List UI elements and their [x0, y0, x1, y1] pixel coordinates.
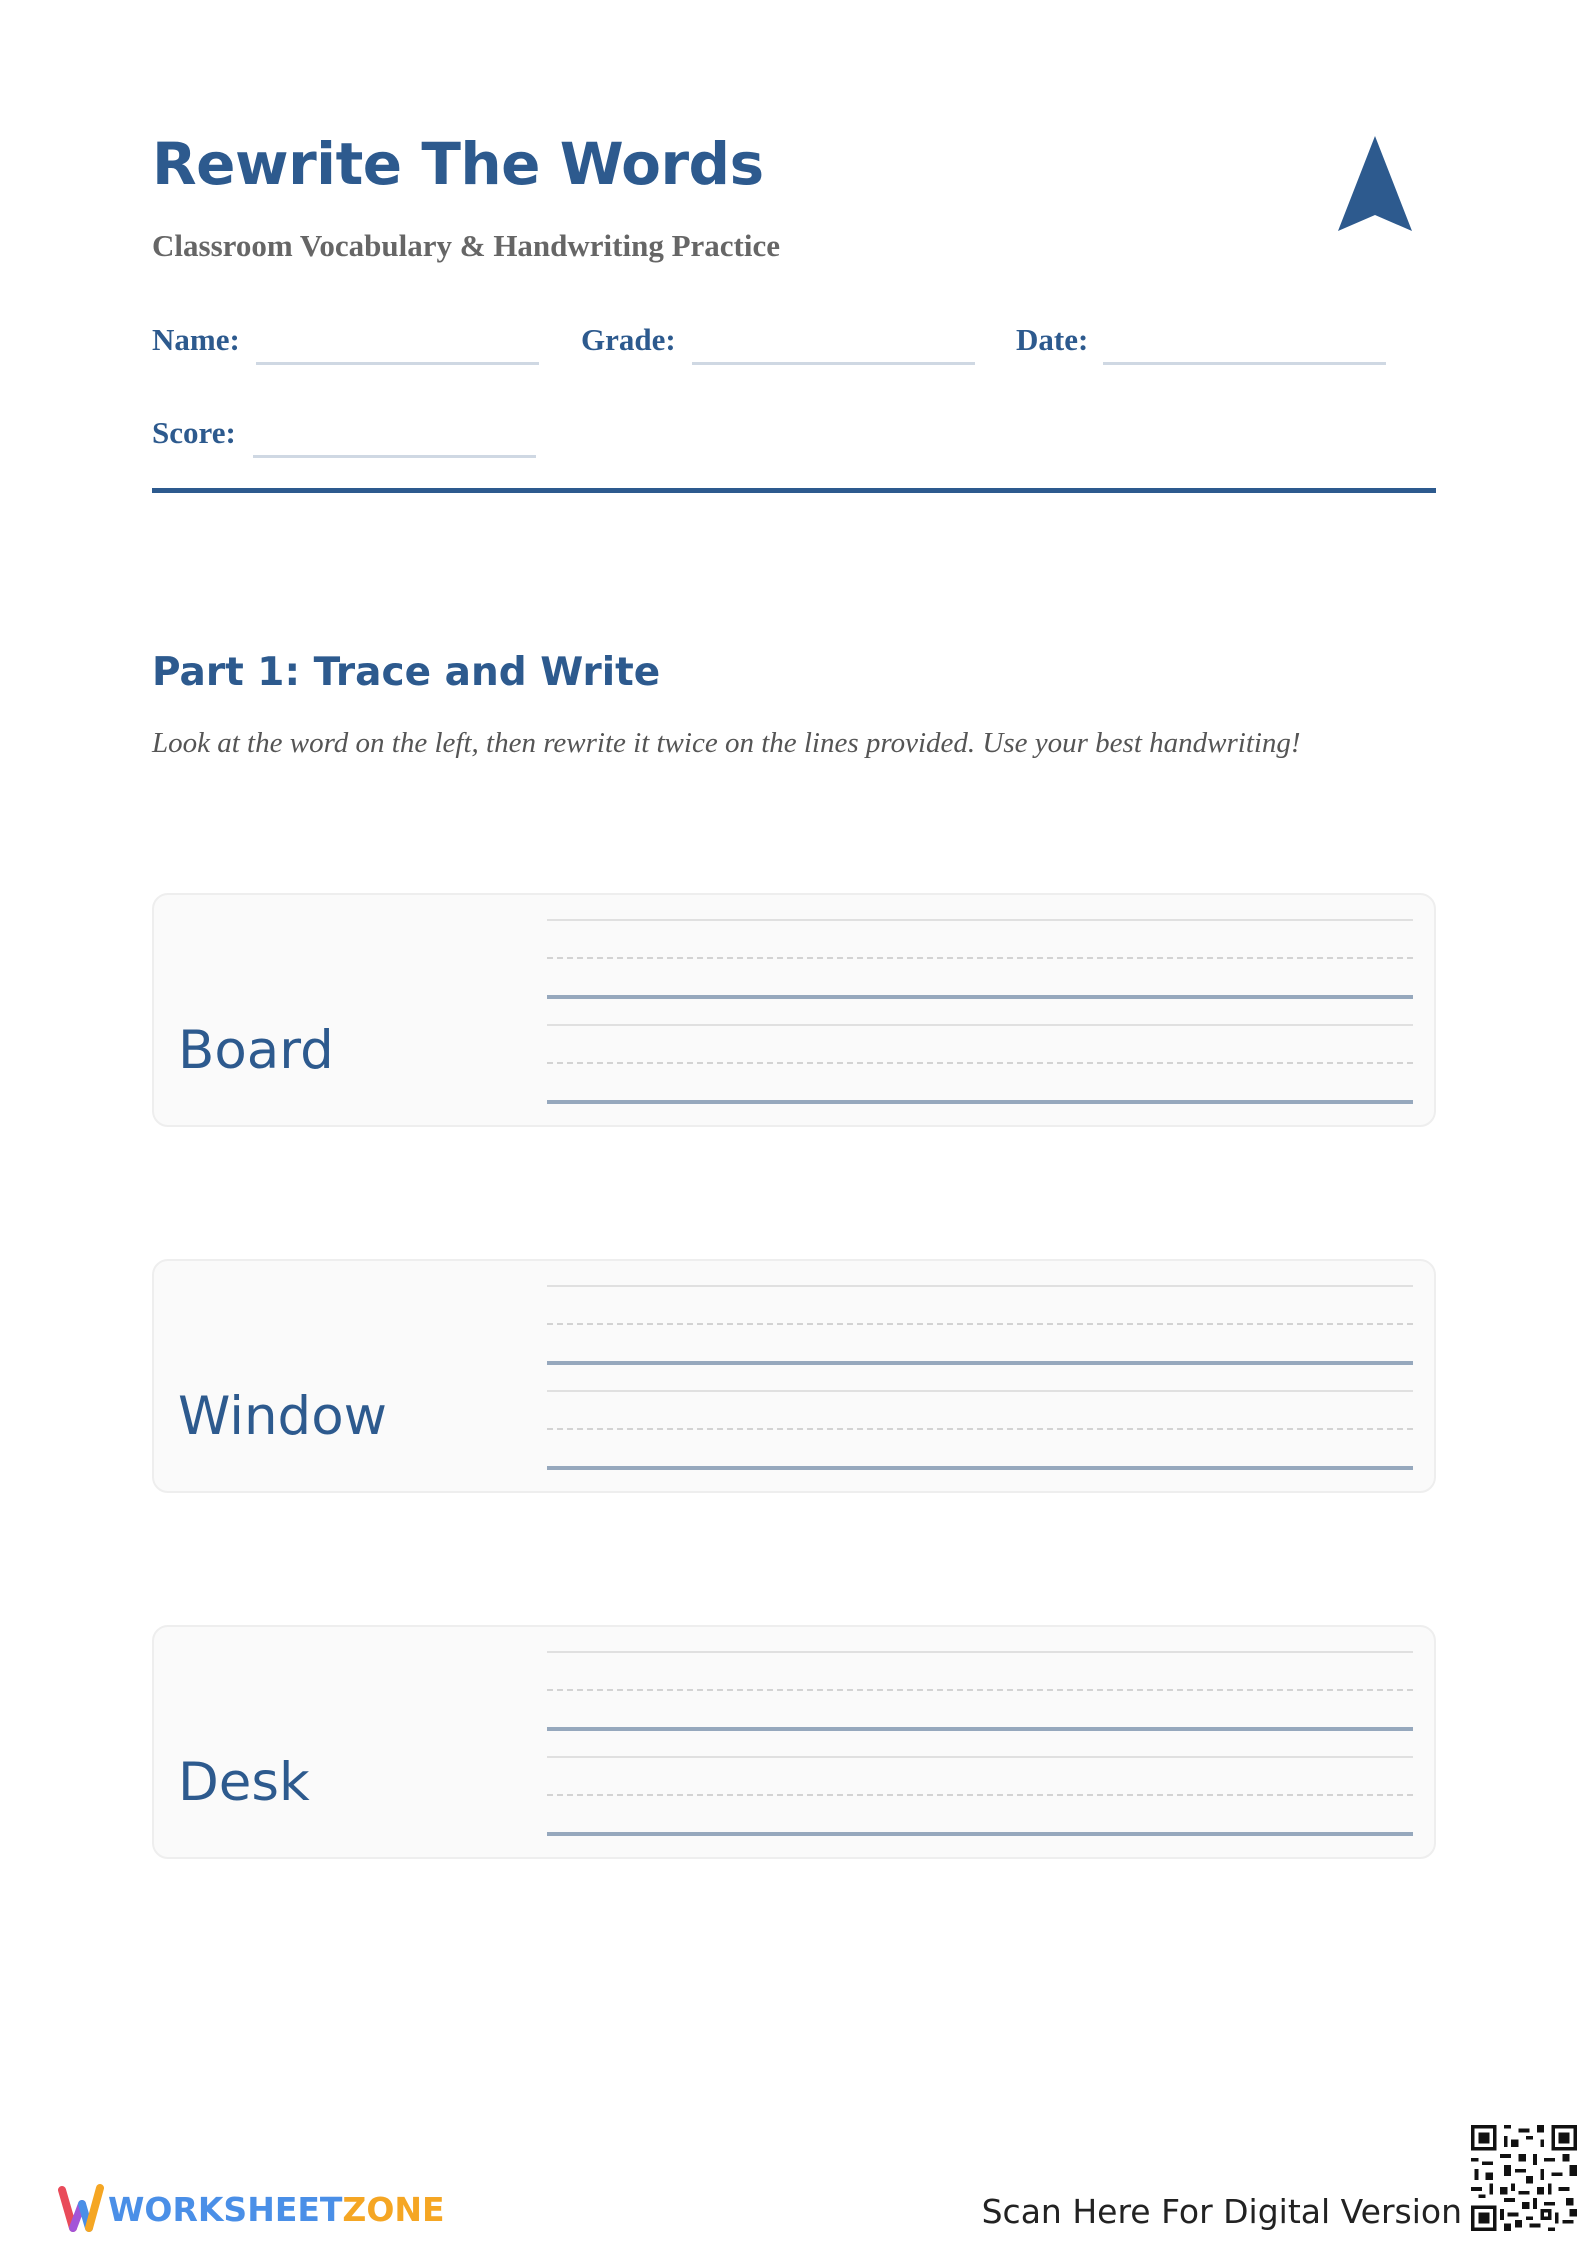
grade-input-line[interactable]: [692, 362, 975, 365]
writing-line-mid: [547, 1323, 1413, 1325]
writing-line-top: [547, 919, 1413, 921]
page-subtitle: Classroom Vocabulary & Handwriting Practice: [152, 228, 781, 263]
date-label: Date:: [1016, 322, 1089, 357]
word-card-board: [152, 893, 1436, 1127]
qr-code-icon[interactable]: [1471, 2125, 1577, 2231]
part1-instructions: Look at the word on the left, then rewrite it twice on the lines provided. Use your best handwriting!: [152, 727, 1301, 759]
writing-line-base[interactable]: [547, 1100, 1413, 1104]
worksheetzone-logo-icon: [58, 2182, 104, 2234]
writing-line-mid: [547, 1428, 1413, 1430]
page-title: Rewrite The Words: [152, 130, 764, 198]
brand-name-part2: ZONE: [342, 2190, 445, 2229]
writing-line-mid: [547, 1689, 1413, 1691]
writing-line-mid: [547, 1794, 1413, 1796]
writing-line-mid: [547, 1062, 1413, 1064]
word-card-desk: [152, 1625, 1436, 1859]
brand-name: [108, 2190, 445, 2229]
writing-line-top: [547, 1024, 1413, 1026]
word-label: Board: [178, 1020, 334, 1081]
scan-caption: Scan Here For Digital Version: [981, 2192, 1462, 2231]
grade-label: Grade:: [581, 322, 676, 357]
navigation-arrow-icon: [1335, 133, 1415, 233]
header-divider: [152, 488, 1436, 493]
writing-line-base[interactable]: [547, 1727, 1413, 1731]
writing-line-top: [547, 1651, 1413, 1653]
score-label: Score:: [152, 415, 236, 450]
score-input-line[interactable]: [253, 455, 536, 458]
name-input-line[interactable]: [256, 362, 539, 365]
writing-line-base[interactable]: [547, 1361, 1413, 1365]
writing-line-top: [547, 1285, 1413, 1287]
part1-title: Part 1: Trace and Write: [152, 650, 661, 695]
name-label: Name:: [152, 322, 240, 357]
writing-line-top: [547, 1756, 1413, 1758]
writing-line-top: [547, 1390, 1413, 1392]
date-input-line[interactable]: [1103, 362, 1386, 365]
brand-name-part1: WORKSHEET: [108, 2190, 343, 2229]
writing-line-base[interactable]: [547, 995, 1413, 999]
word-label: Window: [178, 1386, 387, 1447]
word-card-window: [152, 1259, 1436, 1493]
writing-line-base[interactable]: [547, 1466, 1413, 1470]
writing-line-mid: [547, 957, 1413, 959]
writing-line-base[interactable]: [547, 1832, 1413, 1836]
word-label: Desk: [178, 1752, 310, 1813]
